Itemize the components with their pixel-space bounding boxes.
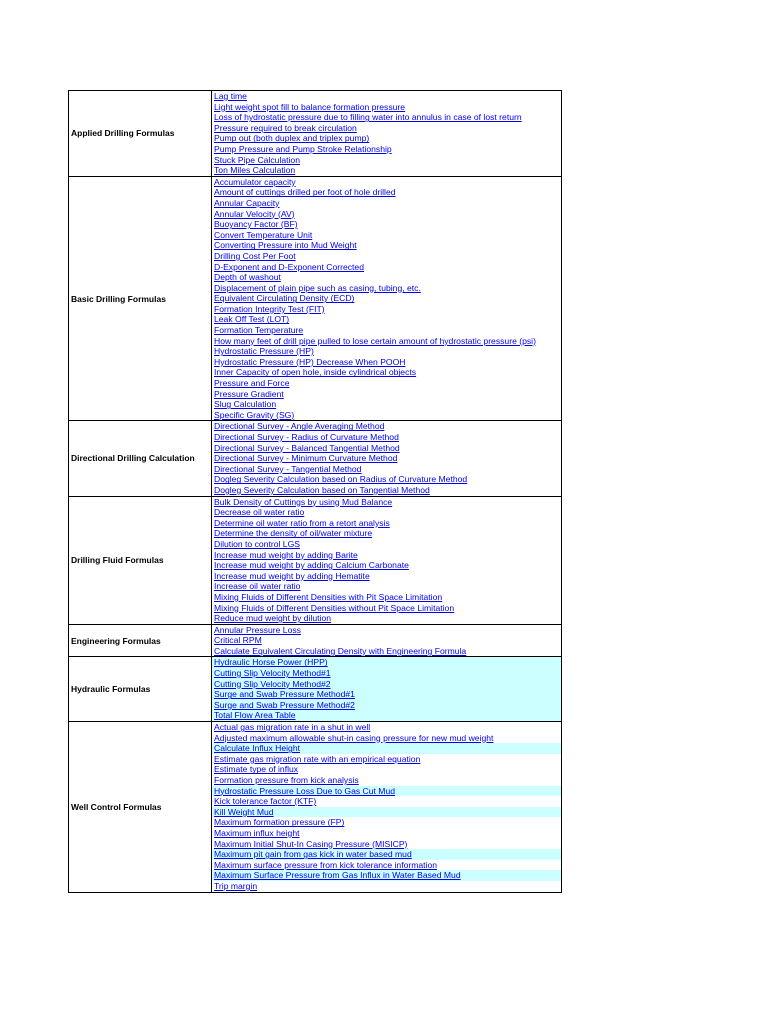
formula-link[interactable]: Determine the density of oil/water mixture bbox=[214, 528, 373, 539]
section-link-list bbox=[212, 176, 562, 421]
formula-link[interactable]: Directional Survey - Balanced Tangential Method bbox=[214, 442, 400, 453]
formula-link[interactable]: Formation pressure from kick analysis bbox=[214, 775, 359, 785]
section-link-list bbox=[212, 657, 562, 722]
formula-link[interactable]: Maximum Surface Pressure from Gas Influx in Water Based Mud bbox=[212, 870, 561, 881]
formula-link[interactable]: D-Exponent and D-Exponent Corrected bbox=[214, 261, 364, 272]
formula-link[interactable]: Amount of cuttings drilled per foot of hole drilled bbox=[214, 187, 396, 198]
formula-link[interactable]: Pump out (both duplex and triplex pump) bbox=[214, 133, 370, 144]
section-category-label: Basic Drilling Formulas bbox=[69, 176, 212, 421]
formula-link[interactable]: Kick tolerance factor (KTF) bbox=[214, 796, 317, 807]
formula-link[interactable]: Kill Weight Mud bbox=[212, 807, 561, 818]
section-link-list bbox=[212, 624, 562, 657]
formula-link[interactable]: Directional Survey - Tangential Method bbox=[214, 463, 362, 474]
formula-link[interactable]: Trip margin bbox=[214, 880, 258, 891]
formula-link[interactable]: Pressure required to break circulation bbox=[214, 122, 357, 133]
formula-link[interactable]: Bulk Density of Cuttings by using Mud Balance bbox=[214, 496, 393, 507]
formula-link[interactable]: Leak Off Test (LOT) bbox=[214, 314, 290, 325]
formula-link[interactable]: Surge and Swab Pressure Method#2 bbox=[212, 700, 561, 711]
section-category-label: Well Control Formulas bbox=[69, 722, 212, 893]
formula-link[interactable]: Formation Temperature bbox=[214, 325, 304, 336]
formula-link[interactable]: Actual gas migration rate in a shut in well bbox=[214, 722, 371, 733]
formula-link[interactable]: Equivalent Circulating Density (ECD) bbox=[214, 293, 355, 304]
formula-link[interactable]: Directional Survey - Angle Averaging Method bbox=[214, 421, 385, 432]
formula-index-body bbox=[69, 91, 562, 893]
formula-index-table bbox=[68, 90, 562, 893]
formula-link[interactable]: Pressure Gradient bbox=[214, 388, 284, 399]
formula-link[interactable]: Hydraulic Horse Power (HPP) bbox=[212, 657, 561, 668]
section-row bbox=[69, 722, 562, 893]
formula-link[interactable]: Maximum influx height bbox=[214, 827, 300, 838]
formula-link[interactable]: Loss of hydrostatic pressure due to filling water into annulus in case of lost return bbox=[214, 112, 522, 123]
formula-link[interactable]: Directional Survey - Minimum Curvature Method bbox=[214, 453, 398, 464]
formula-link[interactable]: Mixing Fluids of Different Densities with Pit Space Limitation bbox=[214, 591, 443, 602]
formula-link[interactable]: Hydrostatic Pressure (HP) bbox=[214, 346, 314, 357]
formula-link[interactable]: Light weight spot fill to balance formation pressure bbox=[214, 101, 406, 112]
section-row bbox=[69, 624, 562, 657]
section-row bbox=[69, 496, 562, 624]
formula-link[interactable]: Slug Calculation bbox=[214, 399, 277, 410]
formula-link[interactable]: Increase mud weight by adding Calcium Carbonate bbox=[214, 560, 409, 571]
formula-link[interactable]: Calculate Influx Height bbox=[212, 743, 561, 754]
formula-link[interactable]: Hydrostatic Pressure Loss Due to Gas Cut Mud bbox=[212, 786, 561, 797]
formula-link[interactable]: Decrease oil water ratio bbox=[214, 507, 305, 518]
formula-link[interactable]: Formation Integrity Test (FIT) bbox=[214, 303, 325, 314]
section-category-label: Drilling Fluid Formulas bbox=[69, 496, 212, 624]
section-link-list bbox=[212, 421, 562, 496]
formula-link[interactable]: Increase oil water ratio bbox=[214, 581, 301, 592]
formula-link[interactable]: Increase mud weight by adding Barite bbox=[214, 549, 358, 560]
formula-link[interactable]: Dogleg Severity Calculation based on Radius of Curvature Method bbox=[214, 474, 468, 485]
formula-link[interactable]: Annular Velocity (AV) bbox=[214, 208, 295, 219]
formula-link[interactable]: Buoyancy Factor (BF) bbox=[214, 219, 298, 230]
section-category-label: Engineering Formulas bbox=[69, 624, 212, 657]
section-row bbox=[69, 91, 562, 177]
formula-link[interactable]: Total Flow Area Table bbox=[212, 710, 561, 721]
section-category-label: Hydraulic Formulas bbox=[69, 657, 212, 722]
formula-link[interactable]: Inner Capacity of open hole, inside cylindrical objects bbox=[214, 367, 417, 378]
formula-link[interactable]: How many feet of drill pipe pulled to lose certain amount of hydrostatic pressure (psi) bbox=[214, 335, 536, 346]
formula-link[interactable]: Convert Temperature Unit bbox=[214, 229, 313, 240]
formula-link[interactable]: Ton Miles Calculation bbox=[214, 165, 296, 176]
formula-link[interactable]: Critical RPM bbox=[214, 635, 262, 646]
section-row bbox=[69, 176, 562, 421]
formula-link[interactable]: Reduce mud weight by dilution bbox=[214, 613, 332, 624]
section-link-list bbox=[212, 722, 562, 893]
section-category-label: Directional Drilling Calculation bbox=[69, 421, 212, 496]
formula-link[interactable]: Increase mud weight by adding Hematite bbox=[214, 570, 370, 581]
formula-link[interactable]: Accumulator capacity bbox=[214, 176, 296, 187]
formula-link[interactable]: Surge and Swab Pressure Method#1 bbox=[212, 689, 561, 700]
section-link-list bbox=[212, 91, 562, 177]
formula-link[interactable]: Depth of washout bbox=[214, 272, 281, 283]
formula-link[interactable]: Maximum Initial Shut-In Casing Pressure (MISICP) bbox=[214, 838, 408, 849]
section-link-list bbox=[212, 496, 562, 624]
formula-link[interactable]: Directional Survey - Radius of Curvature Method bbox=[214, 432, 399, 442]
section-row bbox=[69, 421, 562, 496]
formula-link[interactable]: Annular Pressure Loss bbox=[214, 624, 301, 635]
formula-link[interactable]: Cutting Slip Velocity Method#1 bbox=[212, 668, 561, 679]
section-row bbox=[69, 657, 562, 722]
formula-link[interactable]: Determine oil water ratio from a retort analysis bbox=[214, 517, 390, 528]
formula-link[interactable]: Calculate Equivalent Circulating Density with Engineering Formula bbox=[214, 645, 467, 656]
formula-link[interactable]: Mixing Fluids of Different Densities without Pit Space Limitation bbox=[214, 602, 455, 613]
formula-link[interactable]: Pressure and Force bbox=[214, 378, 290, 389]
formula-link[interactable]: Dilution to control LGS bbox=[214, 538, 300, 549]
formula-link[interactable]: Dogleg Severity Calculation based on Tangential Method bbox=[214, 484, 430, 495]
formula-link[interactable]: Pump Pressure and Pump Stroke Relationship bbox=[214, 143, 392, 154]
formula-link[interactable]: Annular Capacity bbox=[214, 197, 280, 208]
formula-link[interactable]: Maximum surface pressure from kick tolerance information bbox=[214, 859, 438, 870]
formula-link[interactable]: Drilling Cost Per Foot bbox=[214, 250, 296, 261]
formula-link[interactable]: Hydrostatic Pressure (HP) Decrease When POOH bbox=[214, 356, 406, 367]
formula-link[interactable]: Estimate type of influx bbox=[214, 764, 299, 775]
formula-link[interactable]: Maximum formation pressure (FP) bbox=[214, 817, 345, 828]
formula-link[interactable]: Cutting Slip Velocity Method#2 bbox=[212, 679, 561, 690]
section-category-label: Applied Drilling Formulas bbox=[69, 91, 212, 177]
formula-link[interactable]: Converting Pressure into Mud Weight bbox=[214, 240, 357, 251]
formula-link[interactable]: Displacement of plain pipe such as casing, tubing, etc. bbox=[214, 282, 421, 293]
formula-link[interactable]: Stuck Pipe Calculation bbox=[214, 154, 300, 165]
formula-link[interactable]: Estimate gas migration rate with an empirical equation bbox=[214, 753, 421, 764]
formula-link[interactable]: Maximum pit gain from gas kick in water based mud bbox=[212, 849, 561, 860]
formula-link[interactable]: Specific Gravity (SG) bbox=[214, 409, 295, 420]
formula-link[interactable]: Lag time bbox=[214, 91, 247, 101]
formula-link[interactable]: Adjusted maximum allowable shut-in casing pressure for new mud weight bbox=[214, 732, 494, 743]
